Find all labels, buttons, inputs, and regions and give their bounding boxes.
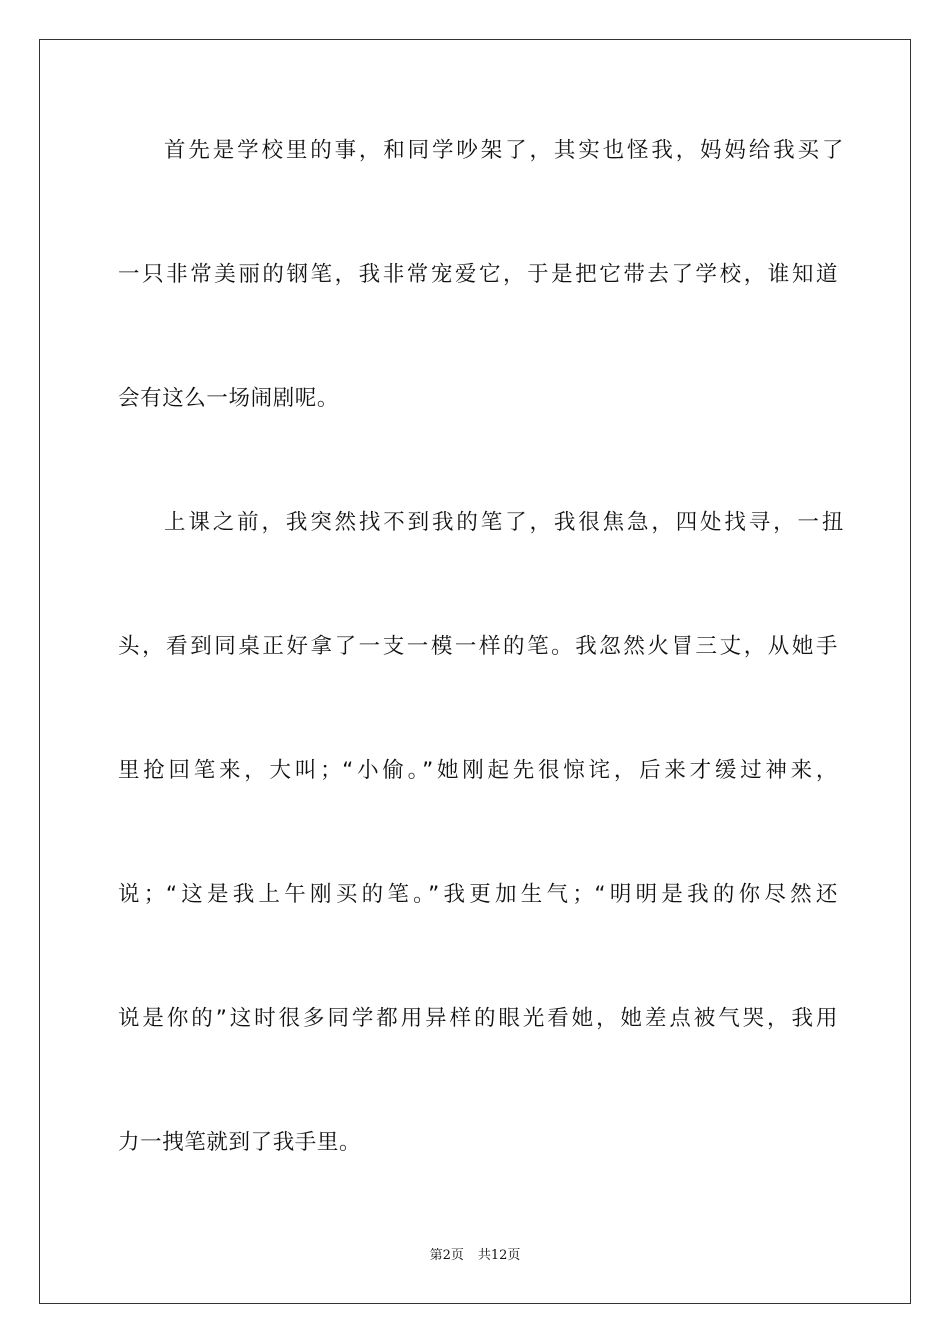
paragraph-2-line-4: 说；“这是我上午刚买的笔。”我更加生气；“明明是我的你尽然还 <box>118 882 838 907</box>
paragraph-2-line-6: 力一拽笔就到了我手里。 <box>118 1130 362 1155</box>
paragraph-2-line-3: 里抢回笔来，大叫；“小偷。”她刚起先很惊诧，后来才缓过神来， <box>118 758 838 783</box>
paragraph-2-line-2: 头，看到同桌正好拿了一支一模一样的笔。我忽然火冒三丈，从她手 <box>118 634 838 659</box>
paragraph-1-line-3: 会有这么一场闹剧呢。 <box>118 386 340 411</box>
paragraph-1-line-2: 一只非常美丽的钢笔，我非常宠爱它，于是把它带去了学校，谁知道 <box>118 262 838 287</box>
paragraph-2-line-5: 说是你的”这时很多同学都用异样的眼光看她，她差点被气哭，我用 <box>118 1006 838 1031</box>
page-total: 共12页 <box>477 1248 521 1263</box>
page-footer <box>0 1247 950 1265</box>
page-number: 第2页 <box>429 1248 464 1263</box>
page-border <box>39 39 911 1304</box>
paragraph-2-line-1: 上课之前，我突然找不到我的笔了，我很焦急，四处找寻，一扭 <box>164 510 844 535</box>
paragraph-1-line-1: 首先是学校里的事，和同学吵架了，其实也怪我，妈妈给我买了 <box>164 138 844 163</box>
